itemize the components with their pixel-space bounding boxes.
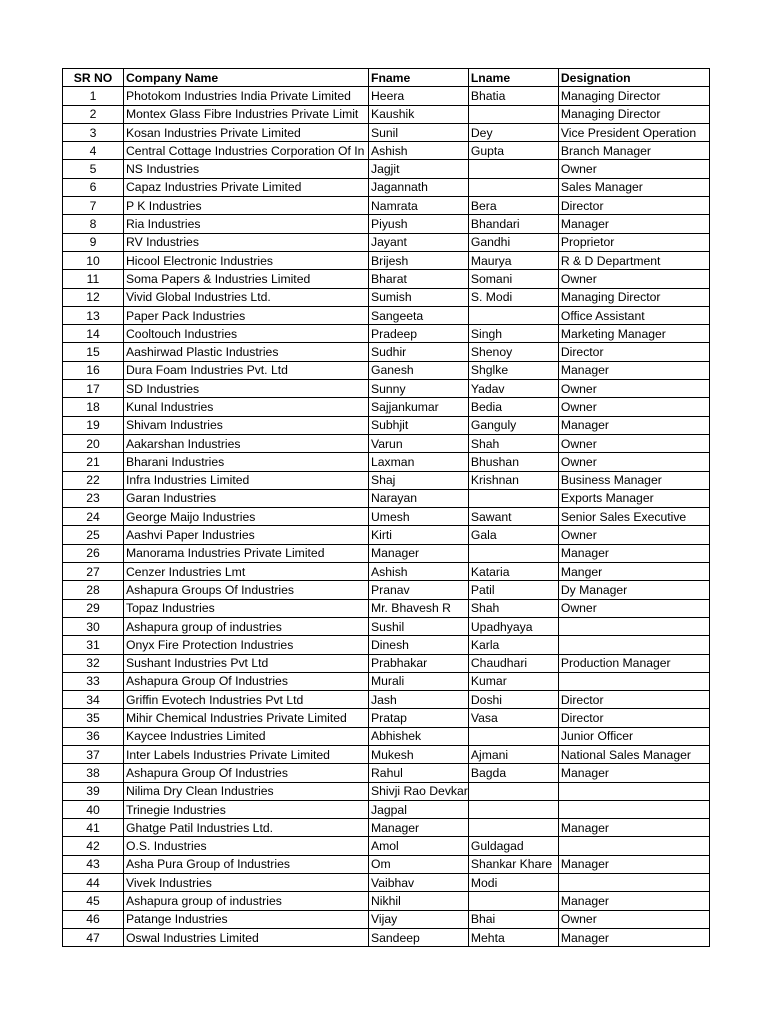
fname-cell: Namrata: [369, 197, 469, 215]
sr-no-cell: 30: [63, 617, 124, 635]
table-row: [63, 910, 710, 928]
fname-cell: Sushil: [369, 617, 469, 635]
table-row: [63, 233, 710, 251]
company-name-cell: Dura Foam Industries Pvt. Ltd: [124, 361, 369, 379]
company-name-cell: Kunal Industries: [124, 398, 369, 416]
sr-no-cell: 25: [63, 526, 124, 544]
lname-cell: Gala: [468, 526, 558, 544]
sr-no-cell: 2: [63, 105, 124, 123]
designation-cell: Manager: [558, 819, 709, 837]
fname-cell: Vijay: [369, 910, 469, 928]
designation-cell: Sales Manager: [558, 178, 709, 196]
designation-cell: Marketing Manager: [558, 325, 709, 343]
designation-cell: Owner: [558, 398, 709, 416]
sr-no-cell: 28: [63, 581, 124, 599]
sr-no-cell: 24: [63, 508, 124, 526]
designation-cell: Manager: [558, 544, 709, 562]
fname-cell: Pradeep: [369, 325, 469, 343]
fname-cell: Jash: [369, 691, 469, 709]
sr-no-cell: 22: [63, 471, 124, 489]
sr-no-cell: 32: [63, 654, 124, 672]
table-row: [63, 617, 710, 635]
fname-cell: Abhishek: [369, 727, 469, 745]
fname-cell: Sumish: [369, 288, 469, 306]
company-name-cell: Topaz Industries: [124, 599, 369, 617]
designation-cell: Owner: [558, 599, 709, 617]
sr-no-cell: 38: [63, 764, 124, 782]
sr-no-cell: 3: [63, 123, 124, 141]
lname-cell: Vasa: [468, 709, 558, 727]
fname-cell: Varun: [369, 434, 469, 452]
lname-cell: Bhatia: [468, 87, 558, 105]
company-name-cell: Hicool Electronic Industries: [124, 251, 369, 269]
table-row: [63, 123, 710, 141]
sr-no-cell: 12: [63, 288, 124, 306]
table-row: [63, 434, 710, 452]
designation-cell: Office Assistant: [558, 306, 709, 324]
sr-no-cell: 4: [63, 142, 124, 160]
lname-cell: [468, 178, 558, 196]
fname-cell: Dinesh: [369, 636, 469, 654]
company-name-cell: Vivek Industries: [124, 874, 369, 892]
fname-cell: Mr. Bhavesh R: [369, 599, 469, 617]
designation-cell: Managing Director: [558, 105, 709, 123]
header-designation: Designation: [558, 69, 709, 87]
fname-cell: Sudhir: [369, 343, 469, 361]
designation-cell: Owner: [558, 910, 709, 928]
fname-cell: Shivji Rao Devkar: [369, 782, 469, 800]
fname-cell: Sangeeta: [369, 306, 469, 324]
fname-cell: Mukesh: [369, 745, 469, 763]
fname-cell: Narayan: [369, 489, 469, 507]
fname-cell: Sunil: [369, 123, 469, 141]
table-row: [63, 105, 710, 123]
designation-cell: Junior Officer: [558, 727, 709, 745]
company-name-cell: Ashapura group of industries: [124, 617, 369, 635]
fname-cell: Nikhil: [369, 892, 469, 910]
table-row: [63, 782, 710, 800]
fname-cell: Bharat: [369, 270, 469, 288]
designation-cell: Dy Manager: [558, 581, 709, 599]
table-row: [63, 727, 710, 745]
lname-cell: [468, 306, 558, 324]
company-name-cell: Vivid Global Industries Ltd.: [124, 288, 369, 306]
designation-cell: Managing Director: [558, 87, 709, 105]
lname-cell: Shglke: [468, 361, 558, 379]
fname-cell: Piyush: [369, 215, 469, 233]
designation-cell: [558, 617, 709, 635]
designation-cell: Director: [558, 691, 709, 709]
company-name-cell: Aashirwad Plastic Industries: [124, 343, 369, 361]
header-fname: Fname: [369, 69, 469, 87]
company-name-cell: Aashvi Paper Industries: [124, 526, 369, 544]
fname-cell: Ganesh: [369, 361, 469, 379]
lname-cell: [468, 782, 558, 800]
company-name-cell: Oswal Industries Limited: [124, 928, 369, 946]
sr-no-cell: 6: [63, 178, 124, 196]
lname-cell: Maurya: [468, 251, 558, 269]
company-name-cell: Capaz Industries Private Limited: [124, 178, 369, 196]
lname-cell: Somani: [468, 270, 558, 288]
sr-no-cell: 43: [63, 855, 124, 873]
table-row: [63, 691, 710, 709]
fname-cell: Shaj: [369, 471, 469, 489]
lname-cell: Yadav: [468, 380, 558, 398]
company-name-cell: Aakarshan Industries: [124, 434, 369, 452]
company-name-cell: Infra Industries Limited: [124, 471, 369, 489]
fname-cell: Umesh: [369, 508, 469, 526]
company-name-cell: Soma Papers & Industries Limited: [124, 270, 369, 288]
designation-cell: Managing Director: [558, 288, 709, 306]
company-name-cell: Central Cottage Industries Corporation Of In: [124, 142, 369, 160]
designation-cell: Exports Manager: [558, 489, 709, 507]
table-row: [63, 380, 710, 398]
fname-cell: Rahul: [369, 764, 469, 782]
company-name-cell: SD Industries: [124, 380, 369, 398]
company-name-cell: P K Industries: [124, 197, 369, 215]
lname-cell: Modi: [468, 874, 558, 892]
lname-cell: Dey: [468, 123, 558, 141]
sr-no-cell: 17: [63, 380, 124, 398]
designation-cell: Owner: [558, 160, 709, 178]
table-row: [63, 306, 710, 324]
table-row: [63, 581, 710, 599]
designation-cell: Owner: [558, 380, 709, 398]
designation-cell: Director: [558, 197, 709, 215]
designation-cell: [558, 874, 709, 892]
table-row: [63, 709, 710, 727]
lname-cell: [468, 819, 558, 837]
sr-no-cell: 35: [63, 709, 124, 727]
sr-no-cell: 40: [63, 800, 124, 818]
lname-cell: Shankar Khare: [468, 855, 558, 873]
table-row: [63, 654, 710, 672]
fname-cell: Heera: [369, 87, 469, 105]
fname-cell: Sajjankumar: [369, 398, 469, 416]
designation-cell: Owner: [558, 434, 709, 452]
designation-cell: Owner: [558, 526, 709, 544]
table-body: [63, 87, 710, 947]
sr-no-cell: 33: [63, 672, 124, 690]
designation-cell: Director: [558, 709, 709, 727]
sr-no-cell: 36: [63, 727, 124, 745]
lname-cell: Karla: [468, 636, 558, 654]
fname-cell: Ashish: [369, 142, 469, 160]
company-name-cell: Manorama Industries Private Limited: [124, 544, 369, 562]
sr-no-cell: 31: [63, 636, 124, 654]
company-name-cell: Sushant Industries Pvt Ltd: [124, 654, 369, 672]
lname-cell: Kataria: [468, 563, 558, 581]
table-row: [63, 489, 710, 507]
company-name-cell: Trinegie Industries: [124, 800, 369, 818]
header-sr-no: SR NO: [63, 69, 124, 87]
sr-no-cell: 20: [63, 434, 124, 452]
company-name-cell: Bharani Industries: [124, 453, 369, 471]
table-row: [63, 343, 710, 361]
sr-no-cell: 45: [63, 892, 124, 910]
company-name-cell: Photokom Industries India Private Limited: [124, 87, 369, 105]
designation-cell: Manger: [558, 563, 709, 581]
lname-cell: [468, 727, 558, 745]
company-name-cell: Ashapura Groups Of Industries: [124, 581, 369, 599]
lname-cell: Shah: [468, 599, 558, 617]
designation-cell: Vice President Operation: [558, 123, 709, 141]
designation-cell: [558, 837, 709, 855]
table-row: [63, 398, 710, 416]
company-name-cell: Cenzer Industries Lmt: [124, 563, 369, 581]
table-row: [63, 764, 710, 782]
table-row: [63, 636, 710, 654]
fname-cell: Jayant: [369, 233, 469, 251]
company-name-cell: Shivam Industries: [124, 416, 369, 434]
table-row: [63, 526, 710, 544]
sr-no-cell: 10: [63, 251, 124, 269]
lname-cell: Bhai: [468, 910, 558, 928]
sr-no-cell: 7: [63, 197, 124, 215]
lname-cell: Shenoy: [468, 343, 558, 361]
table-row: [63, 874, 710, 892]
company-name-cell: Ashapura Group Of Industries: [124, 672, 369, 690]
lname-cell: Kumar: [468, 672, 558, 690]
sr-no-cell: 26: [63, 544, 124, 562]
table-row: [63, 855, 710, 873]
table-row: [63, 800, 710, 818]
lname-cell: Mehta: [468, 928, 558, 946]
company-name-cell: Paper Pack Industries: [124, 306, 369, 324]
lname-cell: [468, 892, 558, 910]
designation-cell: Senior Sales Executive: [558, 508, 709, 526]
sr-no-cell: 8: [63, 215, 124, 233]
company-name-cell: Nilima Dry Clean Industries: [124, 782, 369, 800]
lname-cell: Chaudhari: [468, 654, 558, 672]
fname-cell: Laxman: [369, 453, 469, 471]
table-row: [63, 197, 710, 215]
lname-cell: Bedia: [468, 398, 558, 416]
fname-cell: Prabhakar: [369, 654, 469, 672]
sr-no-cell: 41: [63, 819, 124, 837]
lname-cell: Sawant: [468, 508, 558, 526]
lname-cell: [468, 489, 558, 507]
designation-cell: Proprietor: [558, 233, 709, 251]
designation-cell: Manager: [558, 928, 709, 946]
sr-no-cell: 29: [63, 599, 124, 617]
fname-cell: Jagjit: [369, 160, 469, 178]
lname-cell: Guldagad: [468, 837, 558, 855]
company-name-cell: Ashapura Group Of Industries: [124, 764, 369, 782]
lname-cell: Upadhyaya: [468, 617, 558, 635]
lname-cell: Bera: [468, 197, 558, 215]
sr-no-cell: 27: [63, 563, 124, 581]
sr-no-cell: 37: [63, 745, 124, 763]
designation-cell: Owner: [558, 453, 709, 471]
sr-no-cell: 14: [63, 325, 124, 343]
table-row: [63, 215, 710, 233]
sr-no-cell: 11: [63, 270, 124, 288]
table-row: [63, 892, 710, 910]
table-row: [63, 928, 710, 946]
header-row: [63, 69, 710, 87]
fname-cell: Sandeep: [369, 928, 469, 946]
designation-cell: [558, 782, 709, 800]
company-name-cell: Onyx Fire Protection Industries: [124, 636, 369, 654]
sr-no-cell: 47: [63, 928, 124, 946]
designation-cell: Business Manager: [558, 471, 709, 489]
lname-cell: Doshi: [468, 691, 558, 709]
designation-cell: [558, 672, 709, 690]
table-row: [63, 544, 710, 562]
sr-no-cell: 18: [63, 398, 124, 416]
lname-cell: Ajmani: [468, 745, 558, 763]
designation-cell: R & D Department: [558, 251, 709, 269]
lname-cell: [468, 105, 558, 123]
designation-cell: Manager: [558, 416, 709, 434]
header-company-name: Company Name: [124, 69, 369, 87]
table-row: [63, 453, 710, 471]
table-row: [63, 563, 710, 581]
lname-cell: Gandhi: [468, 233, 558, 251]
fname-cell: Vaibhav: [369, 874, 469, 892]
company-name-cell: Montex Glass Fibre Industries Private Limit: [124, 105, 369, 123]
company-name-cell: Patange Industries: [124, 910, 369, 928]
company-name-cell: Ghatge Patil Industries Ltd.: [124, 819, 369, 837]
fname-cell: Amol: [369, 837, 469, 855]
lname-cell: [468, 544, 558, 562]
table-row: [63, 361, 710, 379]
sr-no-cell: 19: [63, 416, 124, 434]
fname-cell: Pranav: [369, 581, 469, 599]
table-row: [63, 325, 710, 343]
designation-cell: Manager: [558, 361, 709, 379]
designation-cell: Manager: [558, 892, 709, 910]
table-row: [63, 672, 710, 690]
company-name-cell: Griffin Evotech Industries Pvt Ltd: [124, 691, 369, 709]
table-row: [63, 288, 710, 306]
table-row: [63, 599, 710, 617]
table-row: [63, 416, 710, 434]
table-row: [63, 87, 710, 105]
fname-cell: Kaushik: [369, 105, 469, 123]
designation-cell: Manager: [558, 215, 709, 233]
designation-cell: Manager: [558, 855, 709, 873]
fname-cell: Om: [369, 855, 469, 873]
table-row: [63, 142, 710, 160]
table-row: [63, 508, 710, 526]
lname-cell: S. Modi: [468, 288, 558, 306]
lname-cell: Bagda: [468, 764, 558, 782]
designation-cell: Manager: [558, 764, 709, 782]
table-row: [63, 471, 710, 489]
fname-cell: Murali: [369, 672, 469, 690]
designation-cell: Owner: [558, 270, 709, 288]
lname-cell: Bhushan: [468, 453, 558, 471]
contacts-table: [62, 68, 710, 947]
company-name-cell: Cooltouch Industries: [124, 325, 369, 343]
lname-cell: Krishnan: [468, 471, 558, 489]
lname-cell: [468, 160, 558, 178]
designation-cell: [558, 800, 709, 818]
lname-cell: Patil: [468, 581, 558, 599]
fname-cell: Jagpal: [369, 800, 469, 818]
fname-cell: Brijesh: [369, 251, 469, 269]
company-name-cell: Mihir Chemical Industries Private Limited: [124, 709, 369, 727]
lname-cell: Ganguly: [468, 416, 558, 434]
sr-no-cell: 16: [63, 361, 124, 379]
lname-cell: Gupta: [468, 142, 558, 160]
company-name-cell: RV Industries: [124, 233, 369, 251]
fname-cell: Sunny: [369, 380, 469, 398]
company-name-cell: Kosan Industries Private Limited: [124, 123, 369, 141]
sr-no-cell: 21: [63, 453, 124, 471]
company-name-cell: Asha Pura Group of Industries: [124, 855, 369, 873]
table-row: [63, 270, 710, 288]
sr-no-cell: 42: [63, 837, 124, 855]
sr-no-cell: 15: [63, 343, 124, 361]
fname-cell: Ashish: [369, 563, 469, 581]
sr-no-cell: 5: [63, 160, 124, 178]
designation-cell: Director: [558, 343, 709, 361]
company-name-cell: O.S. Industries: [124, 837, 369, 855]
sr-no-cell: 44: [63, 874, 124, 892]
sr-no-cell: 13: [63, 306, 124, 324]
lname-cell: Singh: [468, 325, 558, 343]
table-row: [63, 745, 710, 763]
table-row: [63, 251, 710, 269]
lname-cell: [468, 800, 558, 818]
sr-no-cell: 9: [63, 233, 124, 251]
designation-cell: [558, 636, 709, 654]
fname-cell: Subhjit: [369, 416, 469, 434]
fname-cell: Manager: [369, 819, 469, 837]
company-name-cell: Ashapura group of industries: [124, 892, 369, 910]
table-row: [63, 178, 710, 196]
fname-cell: Kirti: [369, 526, 469, 544]
company-name-cell: NS Industries: [124, 160, 369, 178]
fname-cell: Manager: [369, 544, 469, 562]
company-name-cell: Inter Labels Industries Private Limited: [124, 745, 369, 763]
table-row: [63, 160, 710, 178]
lname-cell: Bhandari: [468, 215, 558, 233]
company-name-cell: George Maijo Industries: [124, 508, 369, 526]
sr-no-cell: 23: [63, 489, 124, 507]
table-row: [63, 837, 710, 855]
sr-no-cell: 1: [63, 87, 124, 105]
designation-cell: Branch Manager: [558, 142, 709, 160]
sr-no-cell: 39: [63, 782, 124, 800]
sr-no-cell: 46: [63, 910, 124, 928]
fname-cell: Pratap: [369, 709, 469, 727]
header-lname: Lname: [468, 69, 558, 87]
sr-no-cell: 34: [63, 691, 124, 709]
designation-cell: Production Manager: [558, 654, 709, 672]
table-row: [63, 819, 710, 837]
lname-cell: Shah: [468, 434, 558, 452]
company-name-cell: Kaycee Industries Limited: [124, 727, 369, 745]
fname-cell: Jagannath: [369, 178, 469, 196]
company-name-cell: Ria Industries: [124, 215, 369, 233]
company-name-cell: Garan Industries: [124, 489, 369, 507]
designation-cell: National Sales Manager: [558, 745, 709, 763]
